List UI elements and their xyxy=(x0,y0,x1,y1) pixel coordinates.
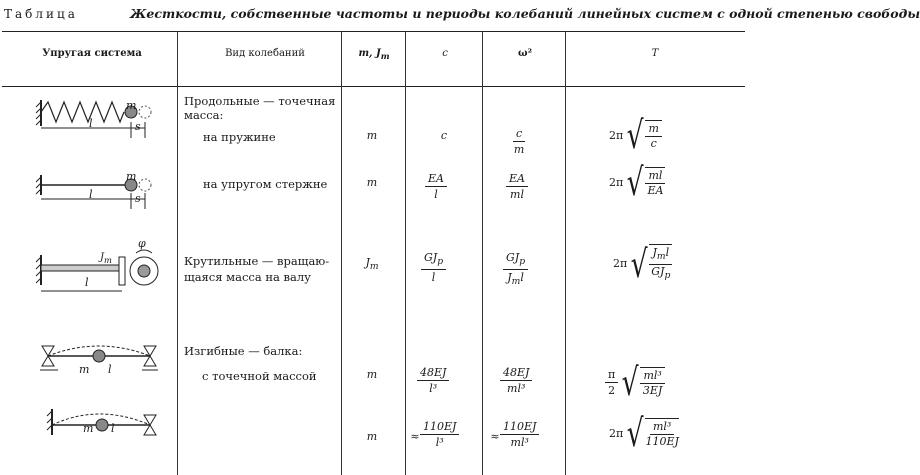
stiffness-den: l³ xyxy=(429,382,438,395)
column-divider xyxy=(565,31,566,475)
approx-sign: ≈ xyxy=(410,430,420,443)
period-den: c xyxy=(650,136,657,150)
approx-sign: ≈ xyxy=(490,430,500,443)
period-num-tail: l xyxy=(665,246,670,259)
omega-den-tail: l xyxy=(520,271,524,285)
period-fraction xyxy=(645,120,661,151)
omega-den: ml³ xyxy=(510,436,529,449)
omega-fraction xyxy=(506,171,528,202)
sqrt-icon: √ xyxy=(626,113,644,157)
column-divider xyxy=(341,31,342,475)
stiffness-num: 48EJ xyxy=(417,365,449,381)
mode-title: Изгибные — балка: xyxy=(184,344,303,358)
period-num: ml xyxy=(645,169,665,184)
period-coef: 2π xyxy=(613,257,628,271)
sqrt-icon: √ xyxy=(626,411,644,455)
header-mass xyxy=(350,48,398,61)
sqrt-icon: √ xyxy=(621,360,639,404)
period-prefactor-num: π xyxy=(605,367,618,383)
omega-num: EA xyxy=(506,171,528,187)
sqrt-icon: √ xyxy=(630,241,648,286)
stiffness-num-sub: p xyxy=(437,256,444,268)
omega-fraction xyxy=(500,365,532,396)
top-rule xyxy=(2,31,745,32)
simple-beam-diagram xyxy=(44,340,156,380)
diagram-mass-label: m xyxy=(79,363,90,376)
diagram-mass-label-text: J xyxy=(100,252,105,263)
period-formula xyxy=(609,411,679,455)
omega-den xyxy=(507,270,524,289)
stiffness-num: EA xyxy=(425,171,447,187)
diagram-length-label: l xyxy=(85,276,89,289)
mass-value: m xyxy=(366,176,378,189)
mass-value: m xyxy=(366,129,378,142)
column-divider xyxy=(405,31,406,475)
mass-value-text: J xyxy=(365,256,370,269)
header-mass-sub: m xyxy=(380,51,390,61)
period-fraction xyxy=(645,167,665,198)
omega-num-sub: p xyxy=(519,256,526,268)
header-rule xyxy=(2,86,745,87)
stiffness-fraction xyxy=(421,250,446,285)
period-den-sub: p xyxy=(664,270,671,282)
period-prefactor-den: 2 xyxy=(608,383,616,397)
mode-title: Крутильные — вращаю- xyxy=(184,254,330,268)
table-caption xyxy=(2,4,920,26)
period-den xyxy=(651,265,670,283)
omega-den: ml³ xyxy=(507,382,526,395)
diagram-disp-label: s xyxy=(135,192,141,205)
header-system: Упругая система xyxy=(42,48,142,59)
header-stiffness: c xyxy=(442,48,448,59)
table-title: Жесткости, собственные частоты и периоды колебаний линейных систем с одной степенью свободы xyxy=(130,6,920,21)
diagram-length-label: l xyxy=(111,422,115,435)
mode-title-cont: щаяся масса на валу xyxy=(184,270,311,284)
stiffness-value: c xyxy=(440,129,448,142)
rod-mass-diagram xyxy=(36,175,161,211)
stiffness-fraction xyxy=(417,365,449,396)
stiffness-num: 110EJ xyxy=(420,419,459,435)
period-num xyxy=(649,246,672,265)
diagram-mass-label-sub: m xyxy=(104,255,112,265)
diagram-angle-label: φ xyxy=(138,237,146,250)
table-label: Таблица xyxy=(4,7,78,21)
omega-fraction xyxy=(503,250,528,289)
period-fraction xyxy=(645,418,678,449)
mode-sub: на упругом стержне xyxy=(203,177,328,191)
omega-den: ml xyxy=(510,188,524,201)
omega-num: 48EJ xyxy=(500,365,532,381)
period-den-text: GJ xyxy=(651,265,665,279)
diagram-mass-label: m xyxy=(83,422,94,435)
stiffness-den: l³ xyxy=(435,436,444,449)
period-num: ml³ xyxy=(650,420,674,435)
period-formula xyxy=(613,241,672,286)
period-num: m xyxy=(645,122,661,137)
omega-fraction xyxy=(500,419,539,450)
header-mass-text: m, J xyxy=(358,48,381,59)
sqrt-icon: √ xyxy=(626,160,644,204)
omega-num xyxy=(503,250,528,270)
mode-title: Продольные — точечная xyxy=(184,94,336,108)
omega-den: m xyxy=(513,143,525,156)
period-fraction xyxy=(640,367,664,398)
diagram-mass-label xyxy=(100,249,112,269)
period-coef: 2π xyxy=(609,128,624,142)
column-divider xyxy=(482,31,483,475)
period-coef: 2π xyxy=(609,426,624,440)
period-den: 3EJ xyxy=(642,383,663,397)
header-period: T xyxy=(651,48,659,59)
period-formula xyxy=(609,160,665,204)
period-formula xyxy=(609,113,662,157)
diagram-disp-label: s xyxy=(135,120,141,133)
diagram-length-label: l xyxy=(89,188,93,201)
mode-sub: с точечной массой xyxy=(202,369,317,383)
stiffness-fraction xyxy=(420,419,459,450)
diagram-mass-label: m xyxy=(126,170,137,183)
mass-value-sub: m xyxy=(369,261,379,273)
mass-value xyxy=(358,256,386,272)
diagram-length-label: l xyxy=(89,117,93,130)
omega-den-text: J xyxy=(507,271,512,285)
period-num-sub: m xyxy=(656,251,666,263)
omega-fraction xyxy=(513,126,525,157)
mode-title-cont: масса: xyxy=(184,108,224,122)
mode-sub: на пружине xyxy=(203,130,276,144)
header-mode: Вид колебаний xyxy=(225,48,305,59)
stiffness-fraction xyxy=(425,171,447,202)
period-den: EA xyxy=(647,183,664,197)
omega-den-sub: m xyxy=(511,276,521,288)
period-formula xyxy=(605,360,665,404)
header-omega: ω² xyxy=(518,48,532,59)
column-divider xyxy=(177,31,178,475)
diagram-length-label: l xyxy=(108,363,112,376)
stiffness-den: l xyxy=(431,271,436,285)
stiffness-num-text: GJ xyxy=(424,251,438,264)
clamped-beam-diagram xyxy=(44,405,156,443)
stiffness-den: l xyxy=(434,188,438,201)
period-den: 110EJ xyxy=(645,434,679,448)
mass-value: m xyxy=(366,430,378,443)
diagram-mass-label: m xyxy=(126,99,137,112)
omega-num: 110EJ xyxy=(500,419,539,435)
mass-value: m xyxy=(366,368,378,381)
omega-num-text: GJ xyxy=(506,251,520,264)
period-num-text: J xyxy=(652,246,657,259)
spring-mass-diagram xyxy=(36,100,161,140)
period-num: ml³ xyxy=(640,369,664,384)
period-fraction xyxy=(649,244,672,283)
period-prefactor xyxy=(605,367,618,398)
period-coef: 2π xyxy=(609,175,624,189)
omega-num: c xyxy=(513,126,525,142)
stiffness-num xyxy=(421,250,446,270)
